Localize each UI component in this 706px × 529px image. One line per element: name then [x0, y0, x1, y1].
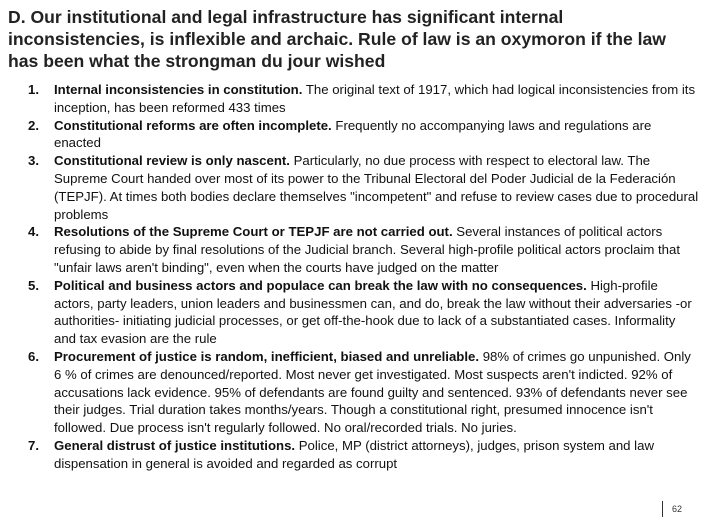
item-heading: Political and business actors and populace can break the law with no consequences.	[54, 277, 587, 293]
item-number: 3.	[28, 153, 39, 169]
list-item	[28, 277, 700, 348]
item-heading: Procurement of justice is random, inefficient, biased and unreliable.	[54, 348, 480, 364]
item-heading: Constitutional review is only nascent.	[54, 153, 290, 169]
item-heading: Constitutional reforms are often incomplete.	[54, 117, 332, 133]
numbered-list	[28, 81, 700, 473]
list-item	[28, 348, 700, 437]
list-item	[28, 223, 700, 276]
item-heading: Internal inconsistencies in constitution.	[54, 82, 303, 97]
slide-title: D. Our institutional and legal infrastructure has significant internal inconsistencies, is inflexible and archaic. Rule of law is an oxymoron if the law has been what the strongman du jour wished	[8, 7, 666, 71]
item-number: 1.	[28, 82, 39, 97]
list-item	[28, 152, 700, 223]
item-body: 98% of crimes go unpunished. Only 6 % of crimes are denounced/reported. Most never get investigated. Most suspects aren't indicted. 92% of accusations lack evidence. 95% of defendants are found guilty and sentenced. 93% of defendants never see their judges. Trial duration takes months/years. Though a constitutional right, presumed innocence isn't followed. Due process isn't regularly followed. No oral/recorded trials. No juries.	[54, 348, 691, 436]
list-item	[28, 117, 700, 153]
footer-divider	[662, 501, 663, 517]
item-body: Police, MP (district attorneys), judges, prison system and law dispensation in general is avoided and regarded as corrupt	[54, 437, 654, 471]
item-body: Frequently no accompanying laws and regulations are enacted	[54, 117, 652, 151]
item-body: The original text of 1917, which had logical inconsistencies from its inception, has been reformed 433 times	[54, 82, 696, 115]
item-heading: General distrust of justice institutions.	[54, 437, 296, 453]
item-number: 4.	[28, 224, 39, 240]
item-body: Particularly, no due process with respect to electoral law. The Supreme Court handed over most of its power to the Tribunal Electoral del Poder Judicial de la Federación (TEPJF). At times both bodies declare themselves "incompetent" and refuse to review cases due to procedural problems	[54, 153, 699, 222]
item-number: 6.	[28, 348, 39, 364]
list-item	[28, 81, 700, 117]
item-number: 2.	[28, 117, 39, 133]
item-number: 5.	[28, 277, 39, 293]
list-item	[28, 437, 700, 473]
item-number: 7.	[28, 437, 39, 453]
item-heading: Resolutions of the Supreme Court or TEPJF are not carried out.	[54, 224, 453, 240]
item-body: High-profile actors, party leaders, union leaders and businessmen can, and do, break the law without their adversaries -or authorities- initiating judicial processes, or get off-the-hook due to lack of a substantiated cases. Informality and tax evasion are the rule	[54, 277, 692, 347]
item-body: Several instances of political actors refusing to abide by final resolutions of the Judicial branch. Several high-profile political actors proclaim that "unfair laws aren't binding", even when the courts have judged on the matter	[54, 224, 681, 275]
page-number: 62	[672, 504, 683, 514]
